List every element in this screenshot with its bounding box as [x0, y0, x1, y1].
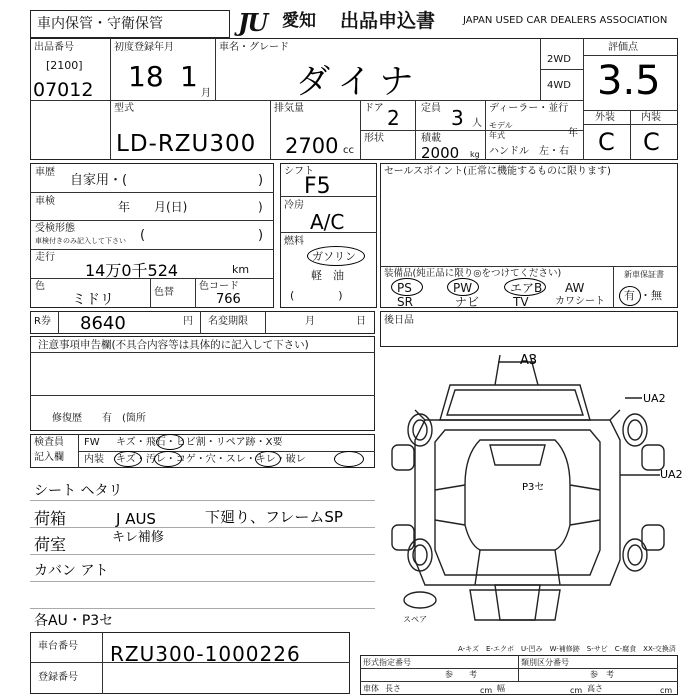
drive-2wd: 2WD: [547, 54, 571, 65]
name-change-month: 月: [305, 316, 315, 327]
length-label: 長さ: [385, 684, 401, 693]
equip-pw: PW: [453, 281, 473, 295]
warranty-circle: [619, 286, 641, 306]
fw-items: キズ・飛石・ヒビ割・リペア跡・X要: [116, 437, 283, 448]
warranty-no: ・無: [640, 289, 662, 302]
lane-number: [2100]: [46, 59, 83, 72]
doors-value: 2: [387, 106, 400, 130]
capacity-value: 3: [451, 106, 464, 130]
remark-cargo-room: 荷室: [34, 535, 67, 554]
capacity-unit: 人: [472, 118, 482, 129]
recycle-value: 8640: [80, 313, 126, 334]
storage-note: 車内保管・守衛保管: [37, 16, 163, 32]
registration-month: 1: [180, 60, 198, 93]
name-change-label: 名変期限: [208, 316, 248, 327]
warranty-label: 新車保証書: [624, 270, 664, 279]
stain-circle: [154, 451, 182, 467]
registration-label: 初度登録年月: [114, 42, 174, 53]
length-unit: cm: [480, 686, 493, 695]
airbag-circle: [504, 278, 546, 296]
class-number-label: 類別区分番号: [521, 658, 569, 667]
remark-bag-mark: カバン アト: [34, 563, 109, 579]
fuel-label: 燃料: [284, 236, 304, 247]
grade-label: 評価点: [608, 42, 638, 53]
after-date-label: 後日品: [384, 315, 414, 326]
storage-note-box: [30, 10, 230, 38]
model-name: ダイナ: [296, 62, 422, 102]
inspection-label: 車検: [35, 196, 55, 207]
equipment-label: 装備品(純正品に限り◎をつけてください): [384, 268, 562, 279]
remark-aus: J AUS: [116, 510, 156, 528]
listing-number-label: 出品番号: [34, 42, 74, 53]
damage-a3: A3: [520, 353, 538, 368]
shift-value: F5: [304, 174, 331, 199]
spare-label: スペア: [403, 615, 427, 624]
aichi-label: 愛知: [282, 11, 316, 31]
fuel-gasoline: ガソリン: [312, 250, 356, 263]
mileage-value: 14万0千524: [85, 261, 179, 280]
equip-airbag: エアB: [510, 281, 543, 295]
page-title: 出品申込書: [340, 10, 436, 32]
after-date-box: [380, 311, 678, 347]
reference2-label: 参 考: [590, 670, 614, 679]
height-label: 高さ: [587, 684, 603, 693]
remark-underbody: 下廻り、フレームSP: [205, 508, 343, 526]
equip-leather-seat: カワシート: [555, 296, 605, 307]
capacity-label: 定員: [421, 103, 441, 114]
damage-p3: P3セ: [522, 482, 545, 493]
equip-navi: ナビ: [455, 295, 480, 309]
inspection-value: 年 月(日): [118, 200, 188, 214]
shape-number-label: 形式指定番号: [363, 658, 411, 667]
fuel-other: ( ): [290, 289, 343, 302]
displacement-label: 排気量: [274, 103, 304, 114]
ac-label: 冷房: [284, 200, 304, 211]
damage-ua2-right: UA2: [660, 468, 683, 481]
drive-4wd: 4WD: [547, 80, 571, 91]
acceptance-open: (: [140, 228, 146, 243]
equip-sr: SR: [397, 295, 413, 309]
damage-legend: A-キズ E-エクボ U-凹み W-補修跡 S-サビ C-腐食 XX-交換済: [458, 645, 676, 653]
acceptance-close: ): [258, 228, 264, 243]
load-label: 積載: [421, 133, 441, 144]
name-change-day: 日: [356, 316, 366, 327]
pw-circle: [447, 278, 479, 296]
width-label: 幅: [497, 684, 505, 693]
model-year-label: モデル: [489, 121, 513, 130]
displacement-value: 2700: [285, 134, 339, 158]
month-unit: 月: [201, 88, 211, 99]
mileage-label: 走行: [35, 252, 55, 263]
nen-label: 年式: [489, 131, 505, 140]
load-value: 2000: [421, 144, 460, 162]
listing-number: 07012: [33, 79, 94, 101]
exterior-label: 外装: [595, 112, 615, 123]
interior-grade: C: [643, 128, 660, 156]
reference-label: 参 考: [445, 670, 477, 679]
tear-circle: [334, 451, 364, 467]
remark-all: 各AU・P3セ: [34, 613, 114, 629]
ju-logo: JU: [238, 8, 267, 37]
entry-label: 記入欄: [34, 452, 64, 463]
interior-label: 内装: [641, 112, 661, 123]
chassis-label: 車台番号: [38, 641, 78, 652]
color-change-label: 色替: [154, 287, 174, 298]
sales-point-label: セールスポイント(正常に機能するものに限ります): [384, 166, 611, 177]
history-close: ): [258, 173, 264, 188]
body-label: 車体: [363, 684, 379, 693]
remark-seat: シート ヘタリ: [34, 483, 123, 499]
ac-value: A/C: [310, 210, 345, 234]
dealer-label: ディーラー・並行: [489, 103, 569, 114]
color-value: ミドリ: [72, 292, 114, 308]
height-unit: cm: [660, 686, 673, 695]
doors-label: ドア: [364, 103, 384, 114]
width-unit: cm: [570, 686, 583, 695]
wear-circle: [255, 451, 281, 467]
color-label: 色: [35, 281, 45, 292]
remark-cargo-box: 荷箱: [34, 509, 67, 528]
ps-circle: [391, 278, 423, 296]
equip-tv: TV: [513, 295, 529, 309]
cc-unit: cc: [343, 145, 354, 156]
equip-aw: AW: [565, 281, 585, 295]
reg-number-label: 登録番号: [38, 672, 78, 683]
repair-history: 修復歴 有 (箇所: [52, 413, 146, 424]
kg-unit: kg: [470, 150, 480, 159]
mileage-unit: km: [232, 263, 250, 276]
interior-check-items: キズ・汚レ・コゲ・穴・スレ・キレ・破レ: [116, 454, 306, 465]
chip-circle: [156, 434, 184, 450]
model-label: 車名・グレード: [219, 42, 289, 53]
inspector-label: 検査員: [34, 437, 64, 448]
type-value: LD-RZU300: [116, 131, 257, 157]
acceptance-note: 車検付きのみ記入して下さい: [35, 237, 126, 245]
warranty-yes: 有: [624, 289, 635, 302]
type-label: 型式: [114, 103, 134, 114]
color-code: 766: [216, 292, 241, 307]
history-label: 車歴: [35, 167, 55, 178]
gasoline-circle: [307, 246, 365, 266]
shift-label: シフト: [284, 166, 314, 177]
history-value: 自家用・(: [70, 173, 128, 188]
acceptance-label: 受検形態: [35, 223, 75, 234]
nen-unit: 年: [568, 128, 578, 139]
registration-year: 18: [128, 60, 164, 93]
inspection-close: ): [258, 200, 263, 214]
grade-score: 3.5: [597, 58, 661, 104]
remark-tear-repair: キレ補修: [112, 530, 164, 545]
notes-label: 注意事項申告欄(不具合内容等は具体的に記入して下さい): [38, 339, 309, 351]
chassis-number: RZU300-1000226: [110, 642, 301, 666]
fw-label: FW: [84, 437, 100, 448]
interior-check-label: 内装: [84, 454, 104, 465]
fuel-diesel: 軽 油: [311, 269, 344, 282]
page-subtitle: JAPAN USED CAR DEALERS ASSOCIATION: [463, 15, 668, 26]
handle-label: ハンドル 左・右: [489, 146, 569, 157]
scratch-circle: [114, 451, 142, 467]
damage-ua2-top: UA2: [643, 392, 666, 405]
recycle-unit: 円: [183, 316, 193, 327]
color-code-label: 色コード: [199, 281, 239, 292]
recycle-label: R券: [34, 316, 51, 327]
equip-ps: PS: [397, 281, 412, 295]
exterior-grade: C: [598, 128, 615, 156]
shape-label: 形状: [364, 133, 384, 144]
